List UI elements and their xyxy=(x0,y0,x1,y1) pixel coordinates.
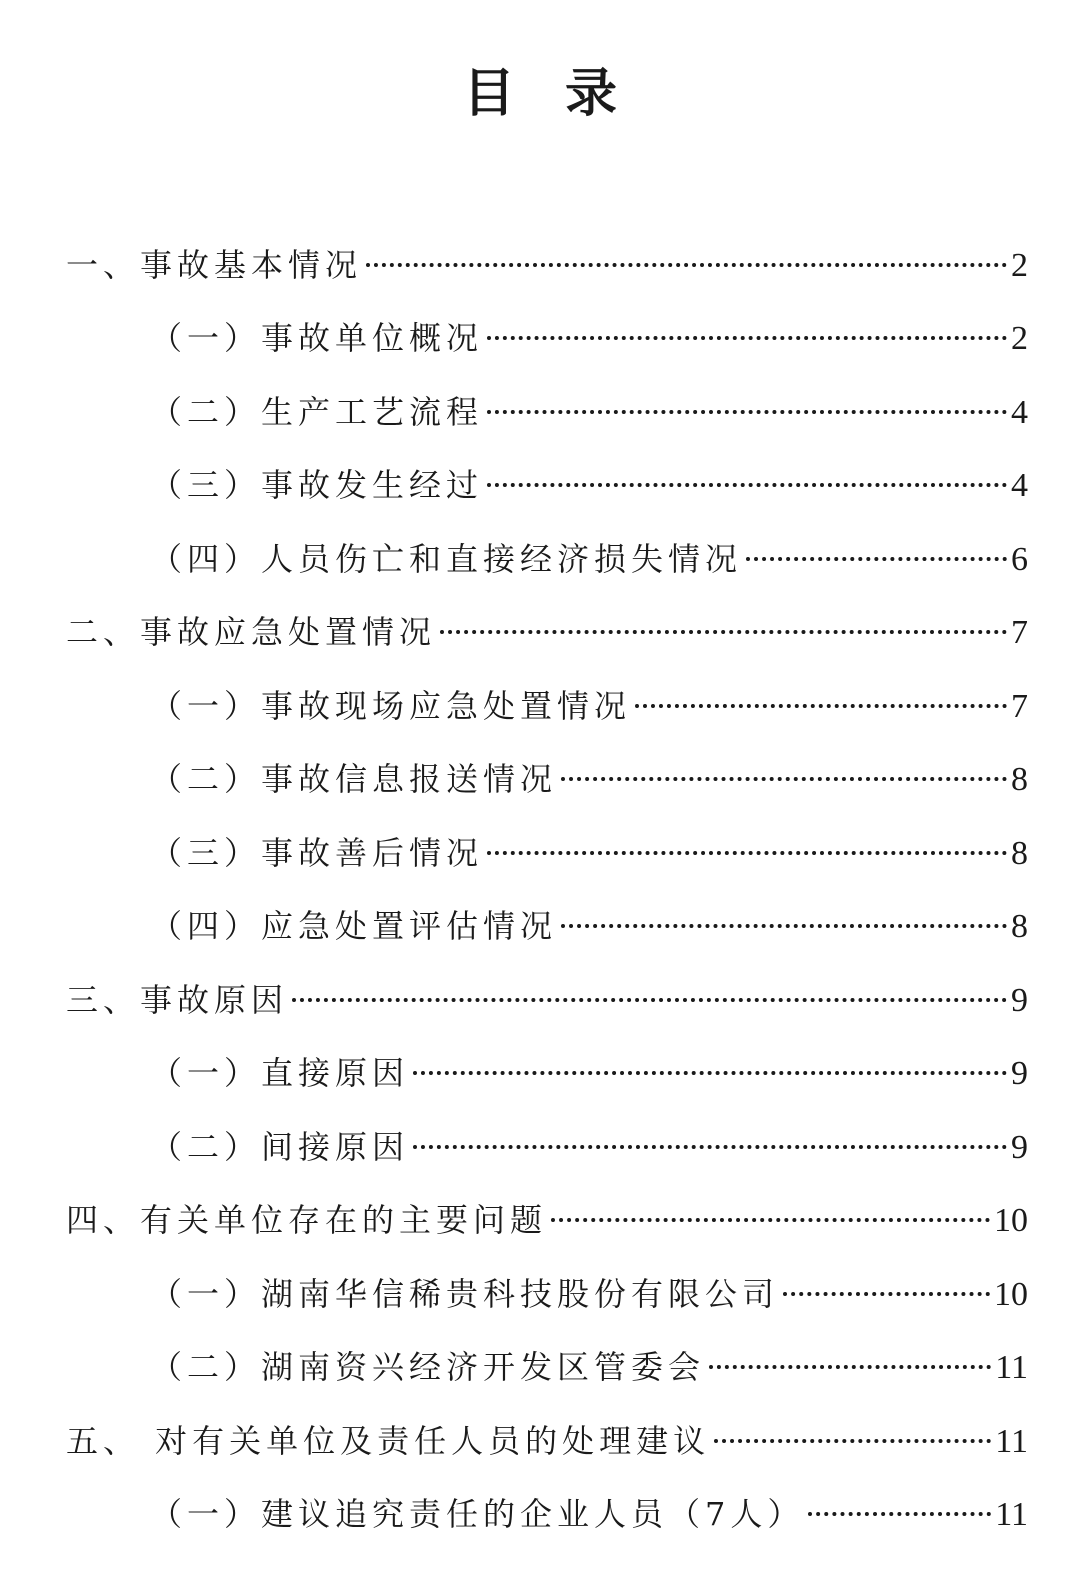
toc-page-number: 8 xyxy=(1011,761,1028,798)
toc-entry[interactable] xyxy=(66,240,1028,290)
toc-page-number: 11 xyxy=(995,1349,1028,1386)
toc-entry-label: （三）事故善后情况 xyxy=(150,834,484,872)
toc-entry[interactable] xyxy=(66,1195,1028,1245)
toc-entry-label: （一）湖南华信稀贵科技股份有限公司 xyxy=(150,1275,780,1313)
dot-leader xyxy=(292,998,1007,1002)
dot-leader xyxy=(746,557,1007,561)
dot-leader xyxy=(561,924,1007,928)
dot-leader xyxy=(561,777,1007,781)
toc-entry-label: 三、事故原因 xyxy=(66,981,289,1019)
toc-entry-label: （二）事故信息报送情况 xyxy=(150,760,558,798)
dot-leader xyxy=(487,483,1007,487)
toc-page-number: 4 xyxy=(1011,467,1028,504)
page-title: 目录 xyxy=(462,64,667,124)
toc-entry[interactable] xyxy=(150,534,1028,584)
dot-leader xyxy=(808,1512,991,1516)
toc-entry[interactable] xyxy=(150,1269,1028,1319)
toc-entry-label: （三）事故发生经过 xyxy=(150,466,484,504)
toc-entry-label: （二）生产工艺流程 xyxy=(150,393,484,431)
toc-page-number: 10 xyxy=(994,1202,1028,1239)
toc-page-number: 2 xyxy=(1011,320,1028,357)
toc-entry[interactable] xyxy=(150,1048,1028,1098)
toc-page-number: 8 xyxy=(1011,908,1028,945)
toc-entry-label: （一）事故现场应急处置情况 xyxy=(150,687,632,725)
toc-page-number: 4 xyxy=(1011,394,1028,431)
toc-entry-label: 一、事故基本情况 xyxy=(66,246,363,284)
toc-entry[interactable] xyxy=(150,460,1028,510)
toc-page-number: 11 xyxy=(995,1423,1028,1460)
toc-entry[interactable] xyxy=(150,901,1028,951)
dot-leader xyxy=(635,704,1007,708)
toc-entry-label: （二）湖南资兴经济开发区管委会 xyxy=(150,1348,706,1386)
toc-page-number: 7 xyxy=(1011,614,1028,651)
dot-leader xyxy=(413,1071,1007,1075)
toc-page-number: 2 xyxy=(1011,247,1028,284)
toc-entry-label: 五、 对有关单位及责任人员的处理建议 xyxy=(66,1422,711,1460)
dot-leader xyxy=(366,263,1007,267)
toc-page-number: 9 xyxy=(1011,982,1028,1019)
toc-entry-label: （一）建议追究责任的企业人员（7人） xyxy=(150,1495,805,1533)
toc-page-number: 7 xyxy=(1011,688,1028,725)
toc-entry[interactable] xyxy=(150,1489,1028,1539)
toc-entry[interactable] xyxy=(150,387,1028,437)
toc-entry[interactable] xyxy=(150,828,1028,878)
dot-leader xyxy=(487,410,1007,414)
toc-entry-label: （一）直接原因 xyxy=(150,1054,410,1092)
toc-page-number: 6 xyxy=(1011,541,1028,578)
toc-page-number: 8 xyxy=(1011,835,1028,872)
toc-entry[interactable] xyxy=(150,313,1028,363)
dot-leader xyxy=(783,1292,990,1296)
dot-leader xyxy=(714,1439,991,1443)
dot-leader xyxy=(487,336,1007,340)
toc-entry[interactable] xyxy=(66,607,1028,657)
toc-entry[interactable] xyxy=(66,975,1028,1025)
toc-page-number: 9 xyxy=(1011,1129,1028,1166)
toc-page-number: 11 xyxy=(995,1496,1028,1533)
toc-entry-label: （二）间接原因 xyxy=(150,1128,410,1166)
dot-leader xyxy=(440,630,1007,634)
toc-entry[interactable] xyxy=(150,1342,1028,1392)
toc-page-number: 9 xyxy=(1011,1055,1028,1092)
toc-entry[interactable] xyxy=(66,1416,1028,1466)
toc-entry-label: （四）应急处置评估情况 xyxy=(150,907,558,945)
toc-entry-label: （一）事故单位概况 xyxy=(150,319,484,357)
toc-entry-label: 二、事故应急处置情况 xyxy=(66,613,437,651)
toc-entry[interactable] xyxy=(150,681,1028,731)
dot-leader xyxy=(487,851,1007,855)
toc-entry[interactable] xyxy=(150,754,1028,804)
dot-leader xyxy=(413,1145,1007,1149)
toc-page-number: 10 xyxy=(994,1276,1028,1313)
toc-entry-label: （四）人员伤亡和直接经济损失情况 xyxy=(150,540,743,578)
toc-entry-label: 四、有关单位存在的主要问题 xyxy=(66,1201,548,1239)
toc-entry[interactable] xyxy=(150,1122,1028,1172)
dot-leader xyxy=(551,1218,990,1222)
dot-leader xyxy=(709,1365,991,1369)
